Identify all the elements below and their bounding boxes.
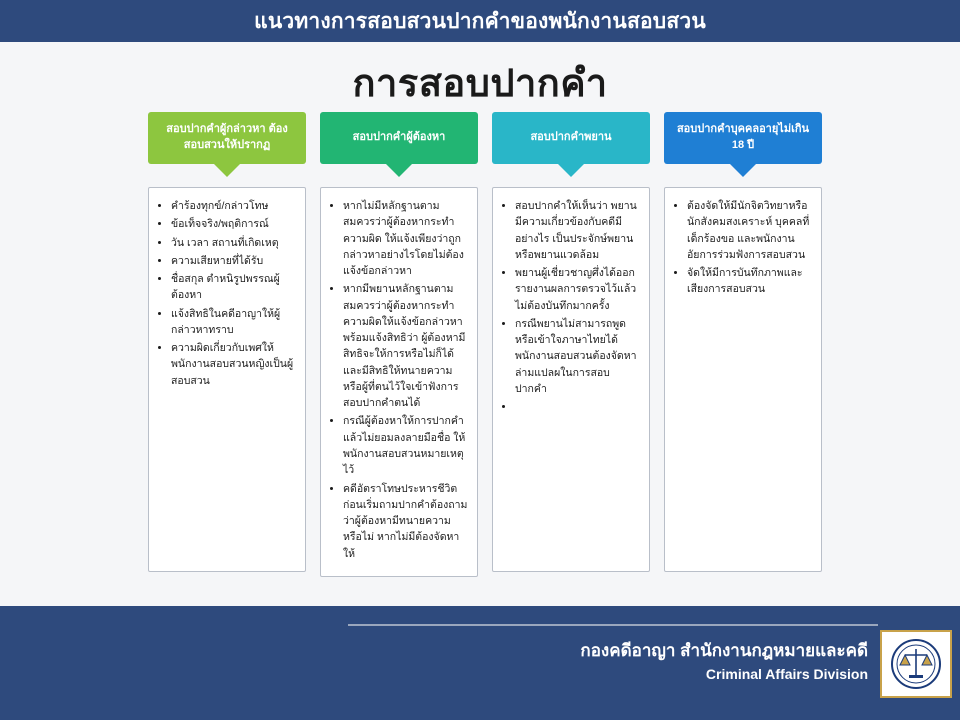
column-header-witness: สอบปากคำพยาน <box>492 112 650 164</box>
list-item: • ชื่อสกุล ตำหนิรูปพรรณผู้ต้องหา <box>171 271 297 304</box>
column-witness <box>492 112 650 577</box>
column-body-minor <box>664 187 822 572</box>
list-item: • ต้องจัดให้มีนักจิตวิทยาหรือนักสังคมสงเคราะห์ บุคคลที่เด็กร้องขอ และพนักงานอัยการร่วมฟังการสอบสวน <box>687 198 813 263</box>
footer-text <box>580 638 868 685</box>
list-item: • จัดให้มีการบันทึกภาพและเสียงการสอบสวน <box>687 265 813 298</box>
column-arrow-witness <box>558 164 584 177</box>
list-item: • พยานผู้เชี่ยวชาญศึ่งได้ออกรายงานผลการตรวจไว้แล้วไม่ต้องบันทึกมากครั้ง <box>515 265 641 314</box>
page-title: การสอบปากคำ <box>352 63 608 105</box>
footer-org-name-en: Criminal Affairs Division <box>705 665 868 682</box>
column-minor <box>664 112 822 577</box>
column-body-suspect <box>320 187 478 577</box>
list-item <box>515 399 641 415</box>
footer-bar <box>0 606 960 720</box>
column-header-accuser: สอบปากคำผู้กล่าวหา ต้องสอบสวนให้ปรากฏ <box>148 112 306 164</box>
footer-divider <box>348 624 878 626</box>
columns-container <box>148 112 820 577</box>
criminal-affairs-seal-icon <box>880 630 952 698</box>
footer-org-name-th: กองคดีอาญา สำนักงานกฎหมายและคดี <box>580 641 868 660</box>
column-header-minor: สอบปากคำบุคคลอายุไม่เกิน 18 ปี <box>664 112 822 164</box>
header-title: แนวทางการสอบสวนปากคำของพนักงานสอบสวน <box>254 9 706 33</box>
column-suspect <box>320 112 478 577</box>
list-item: • กรณีพยานไม่สามารถพูดหรือเข้าใจภาษาไทยได้ พนักงานสอบสวนต้องจัดหาล่ามแปลผในการสอบปากคำ <box>515 316 641 397</box>
list-witness <box>499 198 641 415</box>
column-accuser <box>148 112 306 577</box>
list-item: • แจ้งสิทธิในคดีอาญาให้ผู้กล่าวหาทราบ <box>171 306 297 339</box>
column-arrow-minor <box>730 164 756 177</box>
list-item: • ความเสียหายที่ได้รับ <box>171 253 297 269</box>
list-item: • คำร้องทุกข์/กล่าวโทษ <box>171 198 297 214</box>
column-header-suspect: สอบปากคำผู้ต้องหา <box>320 112 478 164</box>
list-item: • ข้อเท็จจริง/พฤติการณ์ <box>171 216 297 232</box>
header-bar <box>0 0 960 42</box>
column-body-accuser <box>148 187 306 572</box>
list-accuser <box>155 198 297 389</box>
list-suspect <box>327 198 469 562</box>
list-item: • สอบปากคำให้เห็นว่า พยานมีความเกี่ยวข้องกับคดีมีอย่างไร เป็นประจักษ์พยานหรือพยานแวดล้อม <box>515 198 641 263</box>
list-item: • ความผิดเกี่ยวกับเพศให้พนักงานสอบสวนหญิงเป็นผู้สอบสวน <box>171 340 297 389</box>
column-arrow-suspect <box>386 164 412 177</box>
list-item: • หากมีพยานหลักฐานตามสมควรว่าผู้ต้องหากระทำความผิดให้แจ้งข้อกล่าวหา พร้อมแจ้งสิทธิว่า ผู้ต้องหามีสิทธิจะให้การหรือไม่ก็ได้ และมีสิทธิให้ทนายความ หรือผู้ที่ตนไว้ใจเข้าฟังการสอบปากคำตนได้ <box>343 281 469 411</box>
list-item: • กรณีผู้ต้องหาให้การปากคำแล้วไม่ยอมลงลายมือชื่อ ให้พนักงานสอบสวนหมายเหตุไว้ <box>343 413 469 478</box>
list-item: • หากไม่มีหลักฐานตามสมควรว่าผู้ต้องหากระทำความผิด ให้แจ้งเพียงว่าถูกกล่าวหาอย่างไรโดยไม่ต้องแจ้งข้อกล่าวหา <box>343 198 469 279</box>
list-item: • คดีอัตราโทษประหารชีวิตก่อนเริ่มถามปากคำต้องถามว่าผู้ต้องหามีทนายความหรือไม่ หากไม่มีต้องจัดหาให้ <box>343 481 469 562</box>
list-item: • วัน เวลา สถานที่เกิดเหตุ <box>171 235 297 251</box>
column-body-witness <box>492 187 650 572</box>
column-arrow-accuser <box>214 164 240 177</box>
list-minor <box>671 198 813 298</box>
